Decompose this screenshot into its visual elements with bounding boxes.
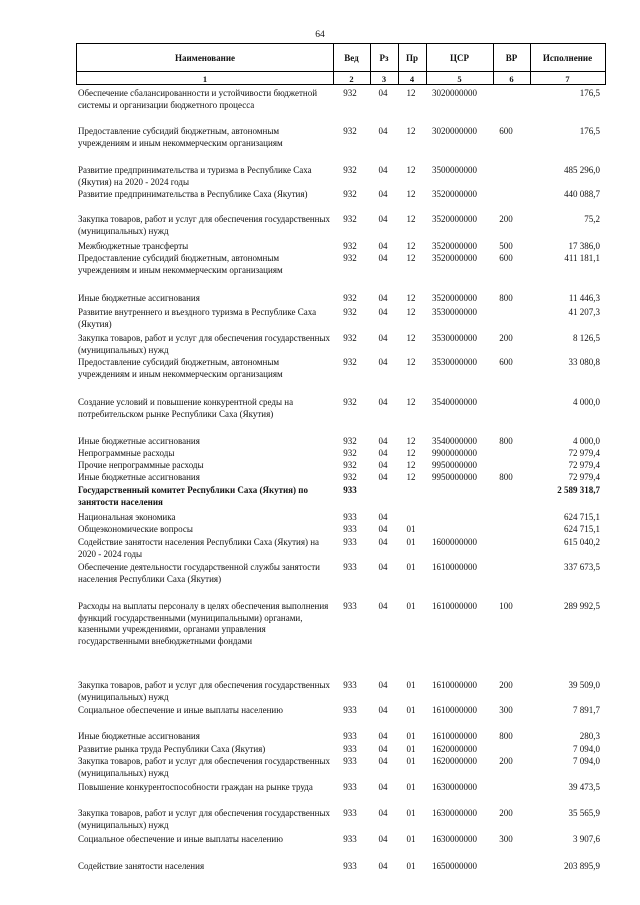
cell-csr: 1650000000 — [432, 861, 477, 871]
cell-name: Социальное обеспечение и иные выплаты населению — [78, 834, 283, 844]
header-rz: Рз — [370, 44, 399, 71]
cell-exec: 624 715,1 — [564, 524, 600, 534]
header-num-5: 5 — [426, 71, 494, 85]
cell-rz: 04 — [378, 357, 388, 367]
cell-csr: 3020000000 — [432, 126, 477, 136]
cell-vr: 200 — [499, 214, 513, 224]
cell-exec: 4 000,0 — [573, 436, 600, 446]
cell-vr: 600 — [499, 253, 513, 263]
cell-exec: 7 094,0 — [573, 756, 600, 766]
header-csr: ЦСР — [426, 44, 494, 71]
cell-csr: 3520000000 — [432, 293, 477, 303]
cell-pr: 12 — [406, 253, 416, 263]
cell-pr: 12 — [406, 448, 416, 458]
cell-vr: 800 — [499, 731, 513, 741]
cell-csr: 1610000000 — [432, 731, 477, 741]
cell-ved: 932 — [343, 189, 357, 199]
cell-rz: 04 — [378, 834, 388, 844]
cell-vr: 300 — [499, 834, 513, 844]
cell-name: Обеспечение сбалансированности и устойчивости бюджетной системы и организации бюджетного процесса — [78, 88, 318, 110]
cell-rz: 04 — [378, 397, 388, 407]
cell-ved: 932 — [343, 126, 357, 136]
header-vr: ВР — [493, 44, 531, 71]
cell-pr: 01 — [406, 562, 416, 572]
cell-name: Повышение конкурентоспособности граждан на рынке труда — [78, 782, 313, 792]
cell-exec: 176,5 — [579, 88, 600, 98]
cell-name: Иные бюджетные ассигнования — [78, 436, 200, 446]
cell-csr: 3520000000 — [432, 241, 477, 251]
cell-ved: 933 — [343, 782, 357, 792]
cell-rz: 04 — [378, 241, 388, 251]
cell-csr: 1610000000 — [432, 562, 477, 572]
cell-name: Обеспечение деятельности государственной службы занятости населения Республики Саха (Якутия) — [78, 562, 320, 584]
cell-ved: 933 — [343, 537, 357, 547]
cell-name: Расходы на выплаты персоналу в целях обеспечения выполнения функций государственными (муниципальными) органами, казенными учреждениями, органами управления государственными внебюджетными фондами — [78, 601, 329, 646]
cell-ved: 933 — [343, 834, 357, 844]
cell-rz: 04 — [378, 744, 388, 754]
cell-ved: 933 — [343, 524, 357, 534]
cell-rz: 04 — [378, 165, 388, 175]
cell-pr: 12 — [406, 472, 416, 482]
cell-rz: 04 — [378, 512, 388, 522]
cell-pr: 12 — [406, 357, 416, 367]
cell-ved: 932 — [343, 241, 357, 251]
cell-rz: 04 — [378, 782, 388, 792]
cell-pr: 01 — [406, 861, 416, 871]
cell-ved: 933 — [343, 808, 357, 818]
cell-ved: 932 — [343, 397, 357, 407]
cell-name: Создание условий и повышение конкурентной среды на потребительском рынке Республики Саха (Якутия) — [78, 397, 294, 419]
cell-pr: 12 — [406, 241, 416, 251]
header-num-4: 4 — [398, 71, 427, 85]
cell-csr: 1630000000 — [432, 834, 477, 844]
cell-csr: 3530000000 — [432, 307, 477, 317]
cell-exec: 485 296,0 — [564, 165, 600, 175]
cell-rz: 04 — [378, 524, 388, 534]
cell-rz: 04 — [378, 333, 388, 343]
cell-ved: 933 — [343, 680, 357, 690]
header-ved: Вед — [333, 44, 371, 71]
header-name: Наименование — [77, 44, 334, 71]
cell-ved: 932 — [343, 293, 357, 303]
cell-ved: 933 — [343, 744, 357, 754]
cell-name: Иные бюджетные ассигнования — [78, 731, 200, 741]
cell-name: Непрограммные расходы — [78, 448, 175, 458]
cell-ved: 933 — [343, 512, 357, 522]
cell-rz: 04 — [378, 562, 388, 572]
cell-csr: 9950000000 — [432, 472, 477, 482]
cell-rz: 04 — [378, 731, 388, 741]
cell-exec: 2 589 318,7 — [557, 485, 600, 495]
header-num-3: 3 — [370, 71, 399, 85]
cell-exec: 4 000,0 — [573, 397, 600, 407]
cell-vr: 300 — [499, 705, 513, 715]
cell-vr: 800 — [499, 436, 513, 446]
cell-pr: 12 — [406, 333, 416, 343]
cell-pr: 01 — [406, 705, 416, 715]
cell-vr: 100 — [499, 601, 513, 611]
cell-ved: 933 — [343, 485, 357, 495]
header-num-6: 6 — [493, 71, 531, 85]
cell-pr: 01 — [406, 537, 416, 547]
cell-csr: 3540000000 — [432, 397, 477, 407]
cell-pr: 12 — [406, 436, 416, 446]
cell-exec: 289 992,5 — [564, 601, 600, 611]
cell-csr: 3500000000 — [432, 165, 477, 175]
cell-pr: 01 — [406, 601, 416, 611]
cell-rz: 04 — [378, 537, 388, 547]
cell-pr: 01 — [406, 744, 416, 754]
cell-rz: 04 — [378, 126, 388, 136]
cell-rz: 04 — [378, 189, 388, 199]
cell-exec: 176,5 — [579, 126, 600, 136]
cell-exec: 337 673,5 — [564, 562, 600, 572]
cell-rz: 04 — [378, 680, 388, 690]
cell-ved: 933 — [343, 731, 357, 741]
cell-pr: 12 — [406, 88, 416, 98]
cell-name: Закупка товаров, работ и услуг для обеспечения государственных (муниципальных) нужд — [78, 756, 331, 778]
cell-rz: 04 — [378, 460, 388, 470]
cell-csr: 1600000000 — [432, 537, 477, 547]
cell-ved: 932 — [343, 357, 357, 367]
cell-pr: 12 — [406, 307, 416, 317]
cell-ved: 932 — [343, 333, 357, 343]
cell-name: Развитие рынка труда Республики Саха (Якутия) — [78, 744, 266, 754]
cell-exec: 280,3 — [579, 731, 600, 741]
cell-csr: 1610000000 — [432, 680, 477, 690]
cell-rz: 04 — [378, 861, 388, 871]
cell-vr: 200 — [499, 756, 513, 766]
cell-rz: 04 — [378, 601, 388, 611]
cell-ved: 932 — [343, 88, 357, 98]
cell-name: Иные бюджетные ассигнования — [78, 293, 200, 303]
cell-exec: 440 088,7 — [564, 189, 600, 199]
cell-exec: 203 895,9 — [564, 861, 600, 871]
cell-ved: 932 — [343, 307, 357, 317]
header-num-7: 7 — [530, 71, 605, 85]
header-exec: Исполнение — [542, 52, 593, 63]
cell-name: Содействие занятости населения — [78, 861, 205, 871]
cell-name: Предоставление субсидий бюджетным, автономным учреждениям и иным некоммерческим организациям — [78, 357, 283, 379]
cell-rz: 04 — [378, 307, 388, 317]
cell-exec: 75,2 — [584, 214, 600, 224]
cell-name: Общеэкономические вопросы — [78, 524, 193, 534]
cell-pr: 12 — [406, 126, 416, 136]
cell-name: Социальное обеспечение и иные выплаты населению — [78, 705, 283, 715]
cell-name: Предоставление субсидий бюджетным, автономным учреждениям и иным некоммерческим организациям — [78, 253, 283, 275]
cell-ved: 933 — [343, 861, 357, 871]
cell-name: Закупка товаров, работ и услуг для обеспечения государственных (муниципальных) нужд — [78, 333, 331, 355]
cell-pr: 12 — [406, 189, 416, 199]
cell-rz: 04 — [378, 756, 388, 766]
cell-csr: 3520000000 — [432, 253, 477, 263]
cell-pr: 12 — [406, 214, 416, 224]
cell-exec: 17 386,0 — [568, 241, 600, 251]
cell-csr: 3020000000 — [432, 88, 477, 98]
cell-csr: 3530000000 — [432, 357, 477, 367]
cell-pr: 12 — [406, 397, 416, 407]
cell-rz: 04 — [378, 436, 388, 446]
cell-csr: 1610000000 — [432, 601, 477, 611]
cell-exec: 8 126,5 — [573, 333, 600, 343]
cell-name: Развитие предпринимательства и туризма в Республике Саха (Якутия) на 2020 - 2024 годы — [78, 165, 312, 187]
cell-exec: 72 979,4 — [568, 448, 600, 458]
cell-pr: 01 — [406, 680, 416, 690]
cell-rz: 04 — [378, 808, 388, 818]
cell-ved: 933 — [343, 562, 357, 572]
cell-csr: 9950000000 — [432, 460, 477, 470]
cell-csr: 1620000000 — [432, 744, 477, 754]
cell-csr: 9900000000 — [432, 448, 477, 458]
cell-vr: 200 — [499, 333, 513, 343]
cell-exec: 7 094,0 — [573, 744, 600, 754]
cell-exec: 35 565,9 — [568, 808, 600, 818]
cell-rz: 04 — [378, 88, 388, 98]
cell-name: Иные бюджетные ассигнования — [78, 472, 200, 482]
cell-exec: 3 907,6 — [573, 834, 600, 844]
cell-ved: 932 — [343, 460, 357, 470]
cell-pr: 01 — [406, 834, 416, 844]
cell-ved: 932 — [343, 448, 357, 458]
cell-exec: 33 080,8 — [568, 357, 600, 367]
cell-pr: 01 — [406, 756, 416, 766]
header-num-1: 1 — [77, 71, 334, 85]
cell-ved: 932 — [343, 165, 357, 175]
cell-pr: 01 — [406, 782, 416, 792]
header-num-2: 2 — [333, 71, 371, 85]
cell-pr: 12 — [406, 460, 416, 470]
cell-name: Национальная экономика — [78, 512, 176, 522]
cell-exec: 615 040,2 — [564, 537, 600, 547]
cell-vr: 600 — [499, 357, 513, 367]
cell-csr: 1610000000 — [432, 705, 477, 715]
cell-pr: 12 — [406, 165, 416, 175]
cell-name: Межбюджетные трансферты — [78, 241, 189, 251]
cell-name: Закупка товаров, работ и услуг для обеспечения государственных (муниципальных) нужд — [78, 214, 331, 236]
cell-name: Закупка товаров, работ и услуг для обеспечения государственных (муниципальных) нужд — [78, 808, 331, 830]
cell-exec: 39 509,0 — [568, 680, 600, 690]
cell-csr: 1620000000 — [432, 756, 477, 766]
cell-exec: 7 891,7 — [573, 705, 600, 715]
cell-ved: 932 — [343, 253, 357, 263]
cell-pr: 12 — [406, 293, 416, 303]
cell-rz: 04 — [378, 448, 388, 458]
cell-name: Прочие непрограммные расходы — [78, 460, 204, 470]
cell-pr: 01 — [406, 808, 416, 818]
cell-exec: 411 181,1 — [564, 253, 600, 263]
cell-csr: 1630000000 — [432, 782, 477, 792]
cell-ved: 932 — [343, 214, 357, 224]
cell-name: Закупка товаров, работ и услуг для обеспечения государственных (муниципальных) нужд — [78, 680, 331, 702]
cell-vr: 800 — [499, 293, 513, 303]
cell-vr: 800 — [499, 472, 513, 482]
cell-ved: 932 — [343, 472, 357, 482]
cell-exec: 41 207,3 — [568, 307, 600, 317]
cell-ved: 933 — [343, 705, 357, 715]
cell-exec: 72 979,4 — [568, 472, 600, 482]
cell-ved: 933 — [343, 756, 357, 766]
cell-rz: 04 — [378, 293, 388, 303]
cell-vr: 500 — [499, 241, 513, 251]
cell-name: Предоставление субсидий бюджетным, автономным учреждениям и иным некоммерческим организациям — [78, 126, 283, 148]
cell-exec: 11 446,3 — [568, 293, 600, 303]
cell-vr: 600 — [499, 126, 513, 136]
cell-ved: 932 — [343, 436, 357, 446]
cell-csr: 3540000000 — [432, 436, 477, 446]
cell-rz: 04 — [378, 472, 388, 482]
cell-rz: 04 — [378, 705, 388, 715]
cell-vr: 200 — [499, 808, 513, 818]
cell-exec: 624 715,1 — [564, 512, 600, 522]
cell-vr: 200 — [499, 680, 513, 690]
cell-name: Развитие предпринимательства в Республике Саха (Якутия) — [78, 189, 308, 199]
cell-pr: 01 — [406, 731, 416, 741]
header-pr: Пр — [398, 44, 427, 71]
cell-name: Развитие внутреннего и въездного туризма в Республике Саха (Якутия) — [78, 307, 317, 329]
cell-name: Содействие занятости населения Республики Саха (Якутия) на 2020 - 2024 годы — [78, 537, 320, 559]
cell-name: Государственный комитет Республики Саха (Якутия) по занятости населения — [78, 485, 308, 507]
cell-csr: 3520000000 — [432, 189, 477, 199]
cell-csr: 3530000000 — [432, 333, 477, 343]
cell-csr: 3520000000 — [432, 214, 477, 224]
cell-csr: 1630000000 — [432, 808, 477, 818]
cell-pr: 01 — [406, 524, 416, 534]
cell-rz: 04 — [378, 214, 388, 224]
cell-ved: 933 — [343, 601, 357, 611]
page-number: 64 — [315, 30, 325, 40]
cell-exec: 72 979,4 — [568, 460, 600, 470]
cell-rz: 04 — [378, 253, 388, 263]
cell-exec: 39 473,5 — [568, 782, 600, 792]
